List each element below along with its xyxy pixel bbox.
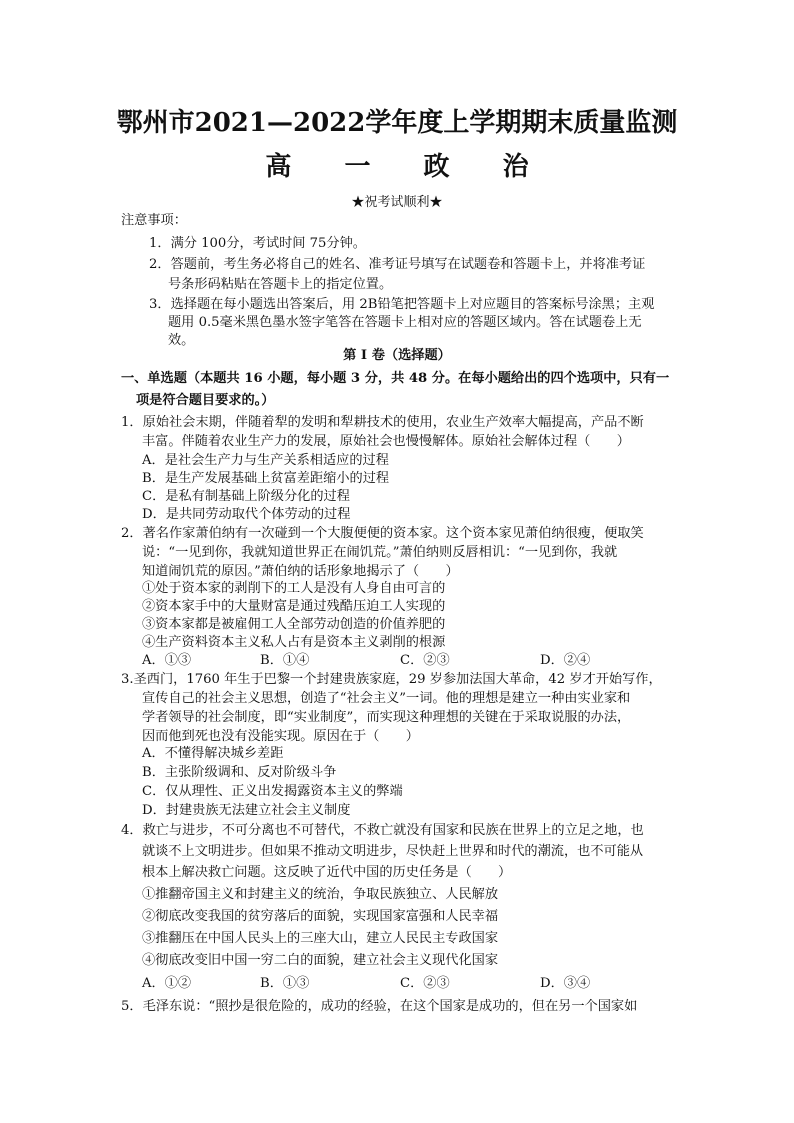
notice-item-3-cont: 题用 0.5毫米黑色墨水签字笔答在答题卡上相对应的答题区域内。答在试题卷上无 xyxy=(168,315,642,330)
question-4-item-2: ②彻底改变我国的贫穷落后的面貌，实现国家富强和人民幸福 xyxy=(142,909,499,924)
subject-title: 高 一 政 治 xyxy=(265,152,551,182)
question-2-choice-b: B．①④ xyxy=(260,653,310,668)
question-1-option-a: A．是社会生产力与生产关系相适应的过程 xyxy=(142,453,389,468)
notice-item-2-cont: 号条形码粘贴在答题卡上的指定位置。 xyxy=(168,277,393,292)
notice-item-1: 1．满分 100分，考试时间 75分钟。 xyxy=(149,236,366,251)
question-2-choice-c: C．②③ xyxy=(400,653,450,668)
question-3-option-c: C．仅从理性、正义出发揭露资本主义的弊端 xyxy=(142,784,403,799)
question-1-option-c: C．是私有制基础上阶级分化的过程 xyxy=(142,489,350,504)
question-5-stem: 5．毛泽东说：“照抄是很危险的，成功的经验，在这个国家是成功的，但在另一个国家如 xyxy=(121,999,638,1014)
notice-heading: 注意事项： xyxy=(121,213,187,228)
question-2-item-4: ④生产资料资本主义私人占有是资本主义剥削的根源 xyxy=(142,635,446,650)
question-4-item-1: ①推翻帝国主义和封建主义的统治，争取民族独立、人民解放 xyxy=(142,887,499,902)
question-3-stem-cont3: 因而他到死也没有没能实现。原因在于（ ） xyxy=(142,729,419,744)
question-1-option-b: B．是生产发展基础上贫富差距缩小的过程 xyxy=(142,471,390,486)
question-2-stem-cont2: 知道闹饥荒的原因。”萧伯纳的话形象地揭示了（ ） xyxy=(142,564,459,579)
question-4-item-3: ③推翻压在中国人民头上的三座大山，建立人民民主专政国家 xyxy=(142,931,499,946)
question-3-option-b: B．主张阶级调和、反对阶级斗争 xyxy=(142,765,337,780)
question-1-stem-cont: 丰富。伴随着农业生产力的发展，原始社会也慢慢解体。原始社会解体过程（ ） xyxy=(142,434,630,449)
wish-line: ★祝考试顺利★ xyxy=(351,195,443,210)
question-4-stem-cont: 就谈不上文明进步。但如果不推动文明进步，尽快赶上世界和时代的潮流，也不可能从 xyxy=(142,844,644,859)
question-1-option-d: D．是共同劳动取代个体劳动的过程 xyxy=(142,507,351,522)
notice-item-3: 3．选择题在每小题选出答案后，用 2B铅笔把答题卡上对应题目的答案标号涂黑；主观 xyxy=(149,297,655,312)
question-4-item-4: ④彻底改变旧中国一穷二白的面貌，建立社会主义现代化国家 xyxy=(142,953,499,968)
notice-item-2: 2．答题前，考生务必将自己的姓名、准考证号填写在试题卷和答题卡上，并将准考证 xyxy=(149,257,646,272)
question-4-choice-d: D．③④ xyxy=(540,976,591,991)
question-2-stem: 2．著名作家萧伯纳有一次碰到一个大腹便便的资本家。这个资本家见萧伯纳很瘦，便取笑 xyxy=(121,526,644,541)
question-2-choice-d: D．②④ xyxy=(540,653,591,668)
question-3-option-d: D．封建贵族无法建立社会主义制度 xyxy=(142,803,351,818)
exam-title: 鄂州市2021—2022学年度上学期期末质量监测 xyxy=(116,108,678,138)
question-3-stem-cont: 宣传自己的社会主义思想，创造了“社会主义”一词。他的理想是建立一种由实业家和 xyxy=(142,691,631,706)
question-2-choice-a: A．①③ xyxy=(142,653,192,668)
question-4-stem-cont2: 根本上解决救亡问题。这反映了近代中国的历史任务是（ ） xyxy=(142,865,512,880)
question-3-stem-cont2: 学者领导的社会制度，即“实业制度”，而实现这种理想的关键在于采取说服的办法， xyxy=(142,710,631,725)
question-4-choice-c: C．②③ xyxy=(400,976,450,991)
notice-item-3-cont2: 效。 xyxy=(168,333,195,348)
question-2-item-1: ①处于资本家的剥削下的工人是没有人身自由可言的 xyxy=(142,581,446,596)
question-3-stem: 3.圣西门，1760 年生于巴黎一个封建贵族家庭，29 岁参加法国大革命，42 岁才开始写作， xyxy=(121,672,662,687)
part-intro-cont: 项是符合题目要求的。） xyxy=(136,393,275,408)
question-4-choice-b: B．①③ xyxy=(260,976,310,991)
question-3-option-a: A．不懂得解决城乡差距 xyxy=(142,746,284,761)
question-2-item-2: ②资本家手中的大量财富是通过残酷压迫工人实现的 xyxy=(142,599,446,614)
question-2-item-3: ③资本家都是被雇佣工人全部劳动创造的价值养肥的 xyxy=(142,617,446,632)
section-title: 第 I 卷（选择题） xyxy=(343,348,451,363)
question-1-stem: 1．原始社会末期，伴随着犁的发明和犁耕技术的使用，农业生产效率大幅提高，产品不断 xyxy=(121,415,644,430)
part-intro: 一、单选题（本题共 16 小题，每小题 3 分，共 48 分。在每小题给出的四个选项中，只有一 xyxy=(121,371,670,386)
question-4-stem: 4．救亡与进步，不可分离也不可替代，不救亡就没有国家和民族在世界上的立足之地，也 xyxy=(121,823,644,838)
question-2-stem-cont: 说：“一见到你，我就知道世界正在闹饥荒。”萧伯纳则反唇相讥：“一见到你，我就 xyxy=(142,545,618,560)
question-4-choice-a: A．①② xyxy=(142,976,192,991)
